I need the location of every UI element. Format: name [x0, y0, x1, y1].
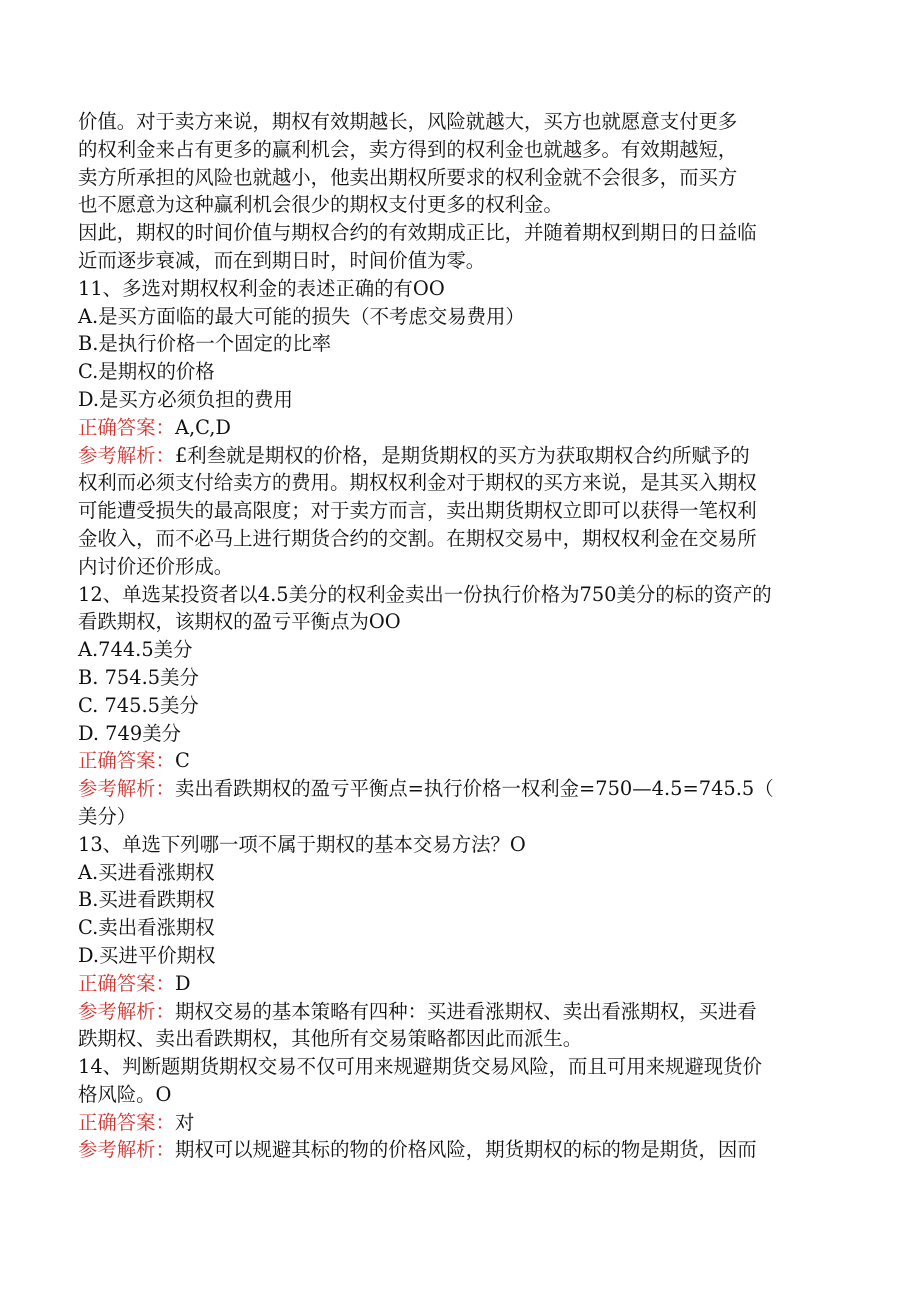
explanation-line — [78, 1136, 840, 1164]
intro-line: 的权利金来占有更多的赢利机会，卖方得到的权利金也就越多。有效期越短， — [78, 137, 738, 161]
answer-line — [78, 970, 840, 998]
explanation-text: 期权可以规避其标的物的价格风险，期货期权的标的物是期货，因而 — [174, 1138, 757, 1162]
question-block — [78, 581, 840, 831]
document-page — [78, 108, 840, 1164]
intro-line: 价值。对于卖方来说，期权有效期越长，风险就越大，买方也就愿意支付更多 — [78, 110, 738, 133]
question-option: B. 754.5美分 — [78, 665, 199, 689]
intro-line: 近而逐步衰减，而在到期日时，时间价值为零。 — [78, 248, 486, 272]
question-option: C. 745.5美分 — [78, 693, 199, 717]
answer-value: C — [174, 749, 190, 773]
explanation-text: 期权交易的基本策略有四种：买进看涨期权、卖出看涨期权，买进看 — [174, 999, 757, 1023]
question-option: D. 749美分 — [78, 721, 181, 745]
answer-label: 正确答案： — [78, 749, 175, 773]
explanation-line — [78, 497, 840, 525]
question-block — [78, 1053, 840, 1164]
question-stem-line: 格风险。O — [78, 1082, 172, 1106]
question-option: A.744.5美分 — [78, 638, 193, 662]
explanation-label: 参考解析： — [78, 1138, 175, 1162]
explanation-line — [78, 442, 840, 470]
question-option: D.是买方必须负担的费用 — [78, 387, 293, 411]
intro-line: 卖方所承担的风险也就越小，他卖出期权所要求的权利金就不会很多，而买方 — [78, 165, 738, 189]
question-list — [78, 275, 840, 1165]
explanation-label: 参考解析： — [78, 999, 175, 1023]
question-option: A.是买方面临的最大可能的损失（不考虑交易费用） — [78, 304, 525, 328]
question-option: B.是执行价格一个固定的比率 — [78, 332, 332, 356]
explanation-line — [78, 775, 840, 803]
question-option: D.买进平价期权 — [78, 943, 216, 967]
answer-label: 正确答案： — [78, 1110, 175, 1134]
explanation-label: 参考解析： — [78, 443, 175, 467]
explanation-line — [78, 469, 840, 497]
question-stem-line: 13、单选下列哪一项不属于期权的基本交易方法？O — [78, 832, 526, 856]
answer-line — [78, 747, 840, 775]
question-block — [78, 275, 840, 581]
explanation-text: 卖出看跌期权的盈亏平衡点=执行价格一权利金=750—4.5=745.5（ — [174, 777, 774, 801]
explanation-text: 美分） — [78, 804, 137, 828]
answer-label: 正确答案： — [78, 971, 175, 995]
answer-value: A,C,D — [174, 415, 231, 439]
explanation-line — [78, 553, 840, 581]
explanation-text: £利叁就是期权的价格，是期货期权的买方为获取期权合约所赋予的 — [174, 443, 750, 467]
intro-line: 也不愿意为这种赢利机会很少的期权支付更多的权利金。 — [78, 193, 563, 217]
explanation-text: 权利而必须支付给卖方的费用。期权权利金对于期权的买方来说，是其买入期权 — [78, 471, 757, 495]
answer-label: 正确答案： — [78, 415, 175, 439]
intro-paragraph — [78, 108, 840, 275]
explanation-line — [78, 803, 840, 831]
explanation-text: 金收入，而不必马上进行期货合约的交割。在期权交易中，期权权利金在交易所 — [78, 526, 757, 550]
question-option: C.是期权的价格 — [78, 360, 215, 384]
answer-value: 对 — [174, 1110, 195, 1134]
answer-line — [78, 414, 840, 442]
explanation-text: 可能遭受损失的最高限度；对于卖方而言，卖出期货期权立即可以获得一笔权利 — [78, 499, 757, 523]
question-option: C.卖出看涨期权 — [78, 916, 215, 940]
answer-value: D — [174, 971, 191, 995]
answer-line — [78, 1109, 840, 1137]
question-stem-line: 11、多选对期权权利金的表述正确的有OO — [78, 276, 445, 300]
intro-line: 因此，期权的时间价值与期权合约的有效期成正比，并随着期权到期日的日益临 — [78, 221, 757, 245]
question-stem-line: 12、单选某投资者以4.5美分的权利金卖出一份执行价格为750美分的标的资产的 — [78, 582, 772, 606]
explanation-line — [78, 1025, 840, 1053]
explanation-label: 参考解析： — [78, 777, 175, 801]
question-block — [78, 831, 840, 1053]
explanation-line — [78, 525, 840, 553]
explanation-text: 跌期权、卖出看跌期权，其他所有交易策略都因此而派生。 — [78, 1027, 583, 1051]
question-option: B.买进看跌期权 — [78, 888, 215, 912]
question-stem-line: 看跌期权，该期权的盈亏平衡点为OO — [78, 610, 401, 634]
explanation-text: 内讨价还价形成。 — [78, 554, 234, 578]
question-option: A.买进看涨期权 — [78, 860, 215, 884]
explanation-line — [78, 998, 840, 1026]
question-stem-line: 14、判断题期货期权交易不仅可用来规避期货交易风险，而且可用来规避现货价 — [78, 1055, 762, 1079]
